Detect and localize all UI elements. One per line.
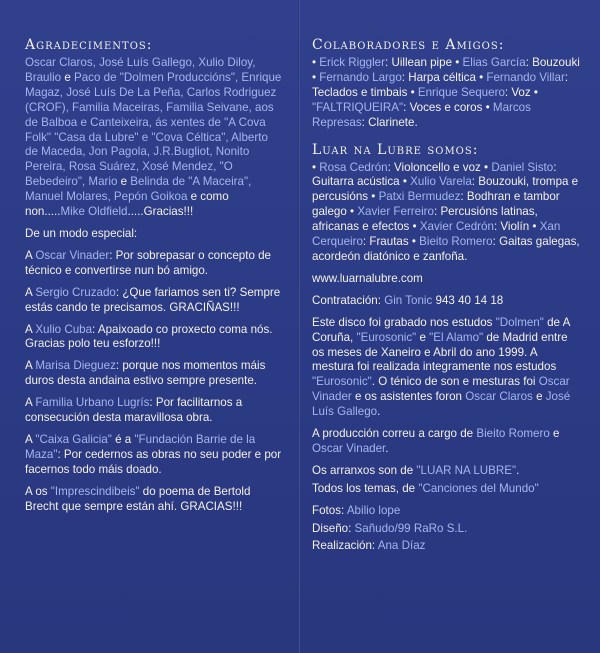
text-run: A os [25,484,51,498]
text-run: . [385,441,389,455]
text-run: .....Gracias!!! [127,205,194,219]
text-run: Diseño: [312,521,355,535]
text-run: . O ténico de son e mesturas foi [371,375,539,389]
highlighted-name: Patxi Bermudez [378,190,461,204]
highlighted-name: Erick Riggler [319,56,385,69]
text-run: : Por facilitarnos a consecución desta maravillosa obra. [25,396,243,425]
acknowledgements-heading: Agradecimentos: [25,37,153,53]
text-run: . [377,405,381,419]
highlighted-name: Xavier Cedrón [419,220,494,234]
special-thanks-item [25,286,283,316]
highlighted-name: Paco [73,70,101,84]
text-run: e [61,70,74,84]
booking-contact [312,294,582,309]
highlighted-name: Rosa Cedrón [319,160,388,174]
acknowledgements-intro [25,56,283,220]
text-run: Realización: [312,539,378,553]
text-run: : Bouzouki, trompa e percusións • [312,175,579,204]
text-run: e [416,330,430,344]
special-thanks-item [25,433,283,478]
themes-credit [312,482,582,497]
highlighted-name: Oscar Vinader [312,441,386,455]
text-run: : Por sobrepasar o concepto de técnico e convertirse nun bó amigo. [25,248,272,277]
special-thanks-label: De un modo especial: [25,226,138,240]
text-run: : ¿Que fariamos sen ti? Sempre estás cando te precisamos. GRACIÑAS!!! [25,285,281,314]
highlighted-name: Xavier Ferreiro [357,205,434,219]
text-run: : Percusións latinas, africanas e efectos • [312,205,538,234]
highlighted-name: Bieito Romero [476,427,550,441]
special-thanks-item [25,249,283,279]
text-run: www.luarnalubre.com [312,271,423,285]
highlighted-name: Oscar Claros, José Luís Gallego, Xulio Diloy, Braulio [25,56,256,84]
text-run: : Apaixoado co proxecto coma nós. Gracias polo teu esforzo!!! [25,322,273,351]
text-run: A [25,322,36,336]
text-run: : Violoncello e voz • [387,160,492,174]
highlighted-name: "FALTRIQUEIRA" [312,100,404,114]
highlighted-name: "Eurosonic" [312,375,372,389]
highlighted-name: "Imprescindibeis" [50,484,140,498]
text-run: e como non..... [25,190,229,219]
text-run: A [25,248,36,262]
credits-column [312,36,582,561]
highlighted-name: Mike Oldfield [60,205,128,219]
highlighted-name: Marisa Dieguez [35,359,116,373]
website-url [312,272,582,287]
text-run: : Uillean pipe • [385,56,463,69]
text-run: A [25,359,36,373]
text-run: A [25,432,36,446]
highlighted-name: Bieito Romero [419,235,493,249]
text-run: Contratación: [312,293,385,307]
text-run: : Gaitas galegas, acordeón diatónico e zanfoña. [312,235,580,263]
highlighted-name: Gin Tonic [384,293,433,307]
highlighted-name: Belinda de "A Maceira", Manuel Molares, Pepón Goikoa [25,175,252,204]
highlighted-name: Ana Díaz [377,539,426,553]
text-run: : Guitarra acústica • [312,160,557,189]
text-run: : porque nos momentos máis duros desta andaina estivo sempre presente. [25,359,266,388]
text-run: Todos los temas, de [312,481,419,495]
text-run: : Clarinete. [361,115,418,129]
special-thanks-item [25,485,283,515]
special-thanks-item [25,359,283,389]
text-run: 943 40 14 18 [432,293,504,307]
highlighted-name: "Fundación Barrie de la Maza" [25,432,256,461]
text-run: A [25,285,36,299]
highlighted-name: Fernando Largo [319,70,402,84]
right-panel [300,0,600,653]
highlighted-name: Fernando Villar [486,70,565,84]
text-run: • [312,56,320,69]
acknowledgements-column [25,36,283,521]
highlighted-name: "Canciones del Mundo" [418,481,539,495]
text-run: : Violín • [493,220,540,234]
text-run: A [25,396,36,410]
text-run: : Teclados e timbais • [312,70,569,99]
highlighted-name: Sergio Cruzado [35,285,116,299]
collaborators-heading: Colaboradores e Amigos: [312,37,505,53]
text-run: Este disco foi grabado nos estudos [312,315,496,329]
highlighted-name: de "Dolmen Produccións", Enrique Magaz, José Luís De La Peña, Carlos Rodriguez (CROF), Familia Maceiras, Familia Seivane, aos de Balboa e Canteixeira, ás xentes de "A Cova Folk" "Casa da Lubre" e "Cova Céltica", Alberto de Maceda, Jon Pagola, J.R.Bugliot, Nonito Pereira, Rosa Suárez, Xosé Mendez, "O Bebedeiro", Mario [25,70,282,189]
text-run: de Madrid entre os meses de Xaneiro e Abril do ano 1999. A mestura foi realizada integramente nos estudos [312,330,568,374]
highlighted-name: Daniel Sisto [491,160,554,174]
highlighted-name: Elias García [462,56,526,69]
highlighted-name: "LUAR NA LUBRE" [416,463,517,477]
text-run: de A Coruña, [312,315,570,344]
photos-credit [312,504,582,519]
text-run: e [117,175,131,189]
text-run: A producción correu a cargo de [312,427,477,441]
text-run: : Voces e coros • [403,100,493,114]
highlighted-name: "Eurosonic" [356,330,417,344]
highlighted-name: Marcos Represas [312,100,531,129]
text-run: . [516,463,520,477]
highlighted-name: Oscar Vinader [35,248,110,262]
highlighted-name: Oscar Claros [465,390,533,404]
highlighted-name: Sañudo/99 RaRo S.L. [354,521,468,535]
highlighted-name: "El Alamo" [429,330,484,344]
text-run: : Bodhran e tambor galego • [312,190,560,219]
production-credit [312,427,582,457]
text-run: : Bouzouki • [312,56,580,84]
text-run: : Harpa céltica • [401,70,487,84]
text-run: e os asistentes foron [351,390,466,404]
text-run: : Voz • [504,85,538,99]
text-run: e [532,390,546,404]
highlighted-name: Familia Urbano Lugrís [35,396,150,410]
highlighted-name: Abilio lope [346,503,401,517]
highlighted-name: Oscar Vinader [312,375,570,404]
text-run: e [549,427,560,441]
highlighted-name: Xan Cerqueiro [312,220,561,249]
text-run: Fotos: [312,503,347,517]
text-run: do poema de Bertold Brecht que sempre están ahí. GRACIAS!!! [25,484,251,513]
highlighted-name: "Caixa Galicia" [35,432,112,446]
text-run: : Por cedernos as obras no seu poder e por facernos todo máis doado. [25,447,282,476]
band-members-heading: Luar na Lubre somos: [312,141,479,158]
highlighted-name: "Dolmen" [495,315,544,329]
highlighted-name: Xulio Varela [410,175,472,189]
collaborators-list [312,56,582,131]
text-run: • [312,160,320,174]
text-run: : Frautas • [362,235,420,249]
highlighted-name: José Luís Gallego [312,390,571,419]
text-run: é a [111,432,135,446]
text-run: Os arranxos son de [312,463,417,477]
highlighted-name: Xulio Cuba [35,322,93,336]
realization-credit [312,539,582,554]
recording-notes [312,316,582,420]
special-thanks-item [25,396,283,426]
design-credit [312,522,582,537]
arrangements-credit [312,464,582,479]
band-members-list [312,161,582,265]
special-thanks-item [25,323,283,353]
highlighted-name: Enrique Sequero [417,85,505,99]
